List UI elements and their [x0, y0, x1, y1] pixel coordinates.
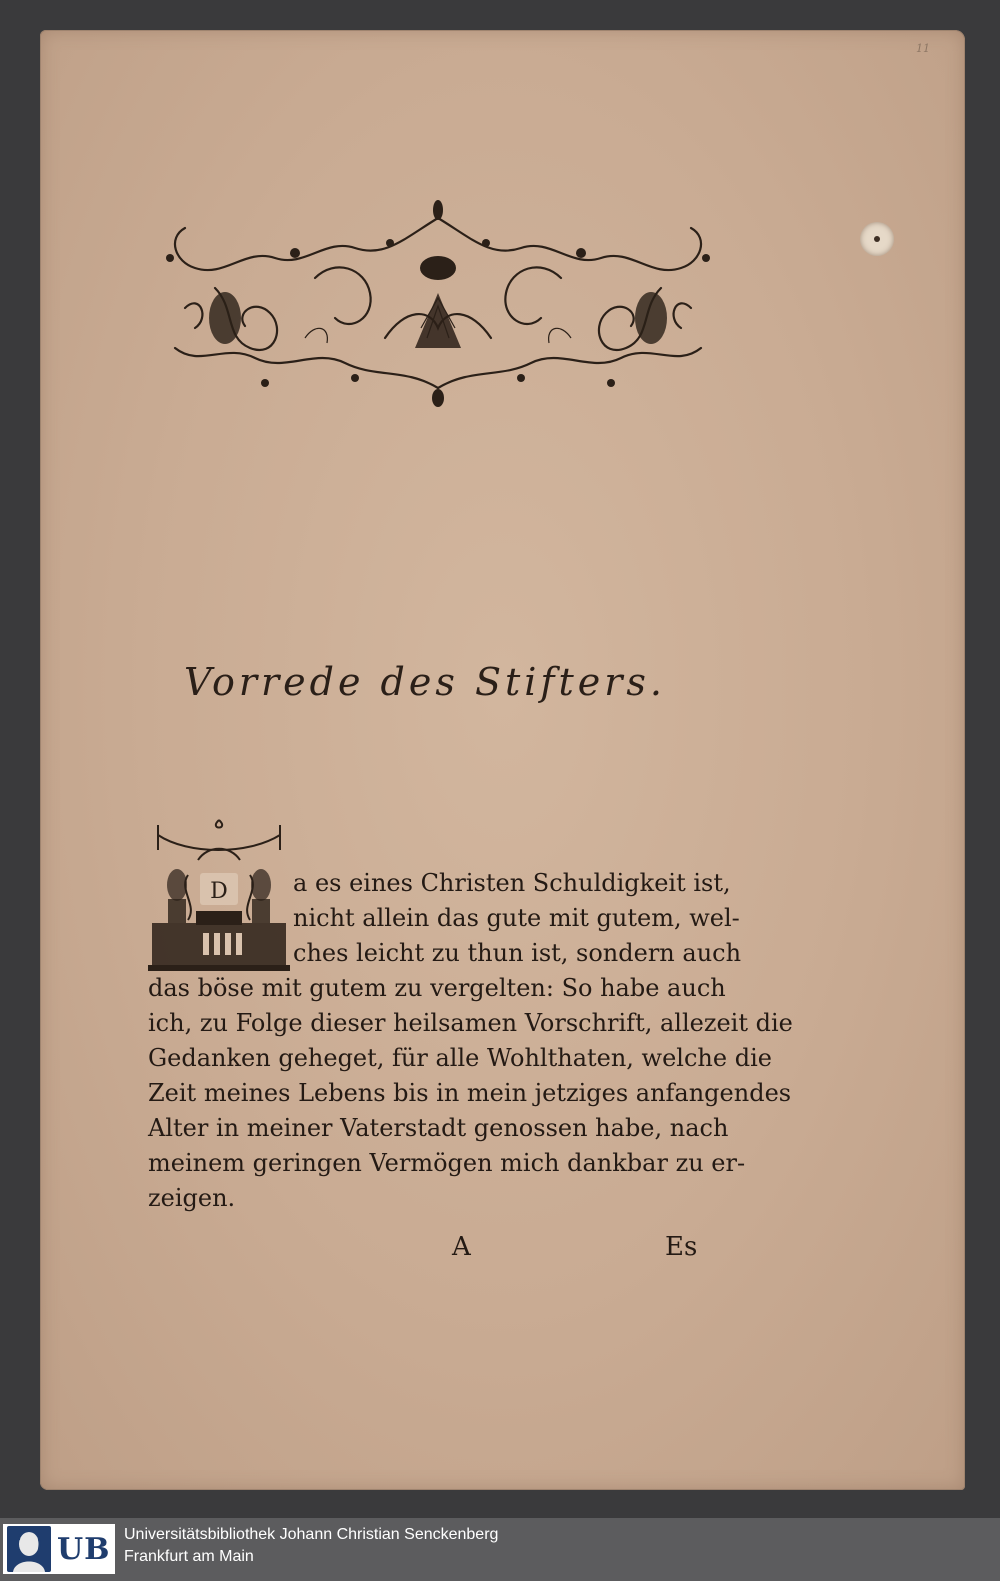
text-line: Gedanken geheget, für alle Wohlthaten, welche die — [148, 1044, 772, 1072]
section-title: Vorrede des Stifters. — [184, 660, 666, 704]
text-line: Zeit meines Lebens bis in mein jetziges anfangendes — [148, 1079, 792, 1107]
logo-text: UB — [57, 1531, 111, 1567]
page-number: 11 — [916, 42, 930, 55]
text-line: nicht allein das gute mit gutem, wel- — [293, 904, 740, 932]
institution-name: Universitätsbibliothek Johann Christian Senckenberg — [124, 1526, 499, 1543]
text-line: ches leicht zu thun ist, sondern auch — [293, 939, 742, 967]
portrait-icon — [7, 1526, 51, 1572]
institution-location: Frankfurt am Main — [124, 1548, 254, 1565]
text-line: Alter in meiner Vaterstadt genossen habe, nach — [148, 1114, 729, 1142]
text-line: a es eines Christen Schuldigkeit ist, — [293, 869, 731, 897]
body-paragraph — [148, 866, 793, 1216]
footer-bar — [0, 1518, 1000, 1581]
text-line: zeigen. — [148, 1184, 236, 1212]
library-logo[interactable] — [3, 1524, 115, 1574]
catchword: Es — [665, 1232, 698, 1262]
paper-hole — [860, 222, 894, 256]
drop-cap-letter: D — [210, 879, 228, 904]
text-line: meinem geringen Vermögen mich dankbar zu er- — [148, 1149, 746, 1177]
text-line: ich, zu Folge dieser heilsamen Vorschrift, allezeit die — [148, 1009, 793, 1037]
signature-mark: A — [452, 1232, 471, 1262]
floral-ornament-headpiece — [155, 198, 721, 410]
text-line: das böse mit gutem zu vergelten: So habe auch — [148, 974, 726, 1002]
